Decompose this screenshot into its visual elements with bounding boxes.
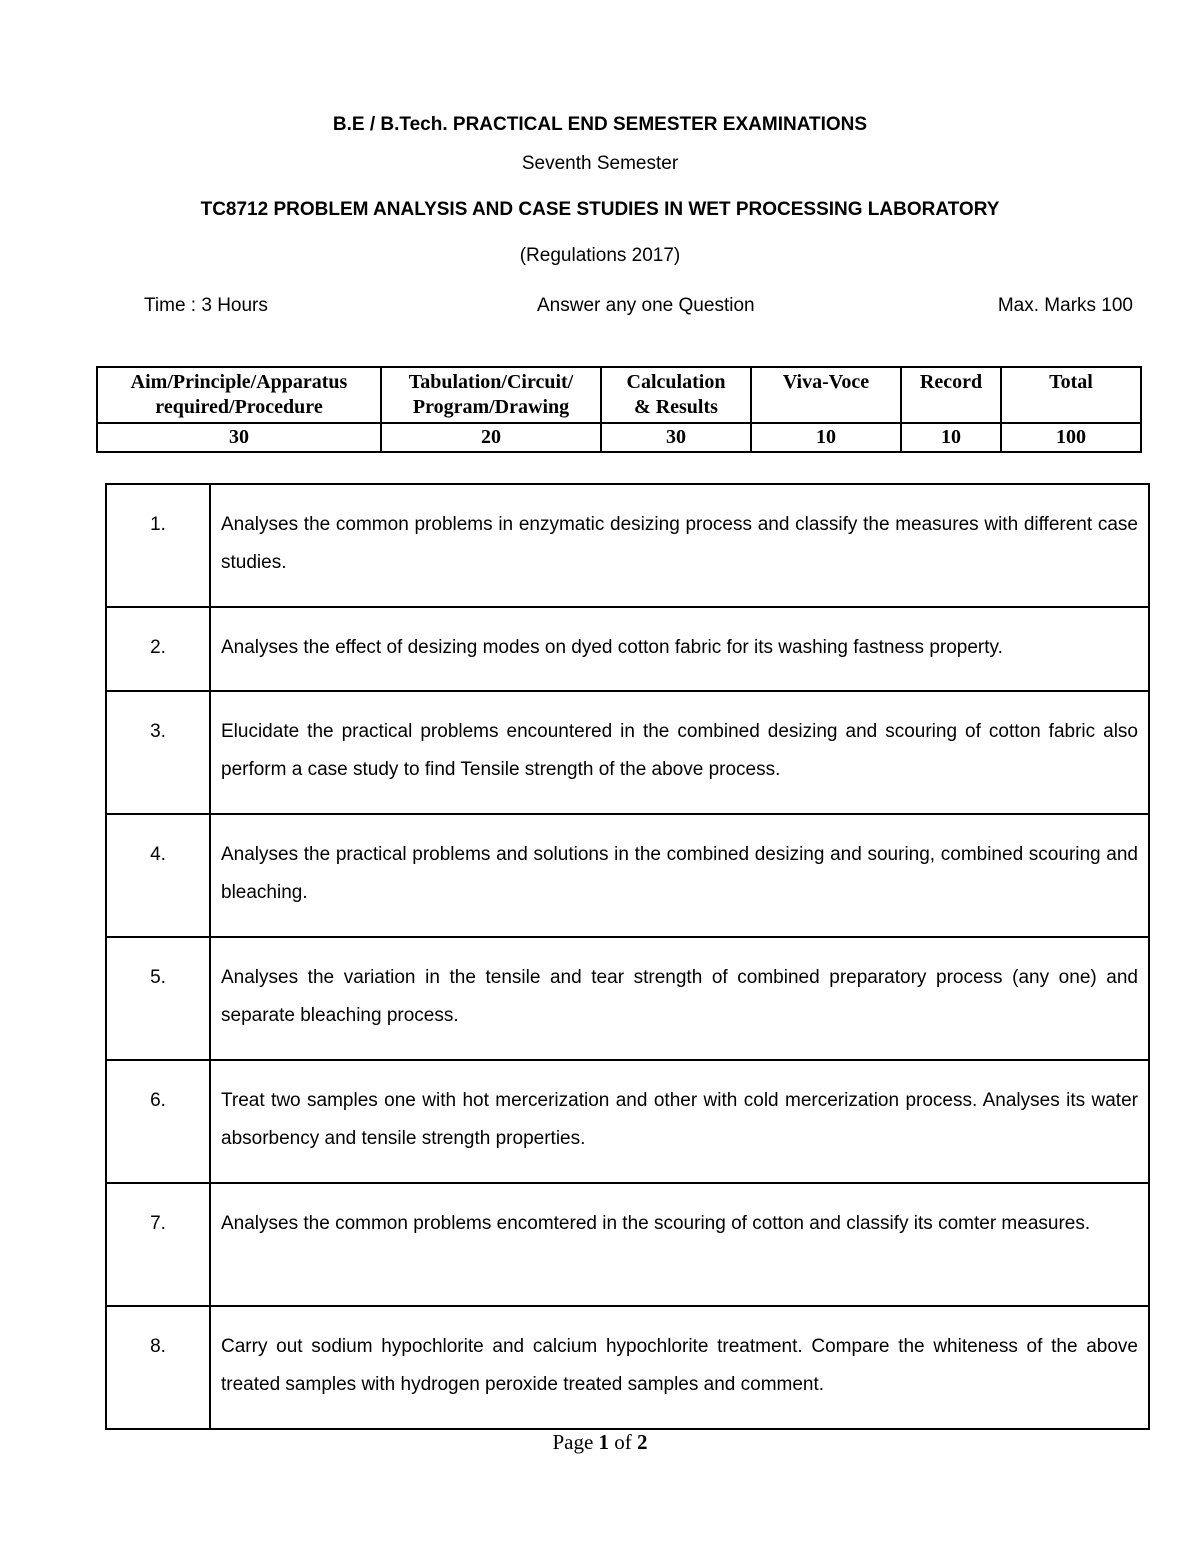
- page-current: 1: [598, 1430, 610, 1454]
- page-total: 2: [637, 1430, 648, 1454]
- marks-header-cell: [901, 367, 1001, 423]
- marks-header-cell: [381, 367, 601, 423]
- marks-header-cell: [751, 367, 901, 423]
- marks-header-cell: [601, 367, 751, 423]
- marks-header-line: Record: [919, 371, 983, 393]
- marks-value-cell: 10: [751, 423, 901, 452]
- question-number: 8.: [106, 1306, 210, 1429]
- marks-header-line: & Results: [634, 396, 718, 418]
- marks-header-line: Program/Drawing: [412, 396, 570, 418]
- instruction-label: Answer any one Question: [537, 295, 755, 316]
- marks-header-cell: [1001, 367, 1141, 423]
- question-row: [106, 1306, 1149, 1429]
- marks-distribution-table: [96, 366, 1142, 453]
- marks-values-row: [97, 423, 1141, 452]
- question-text: Analyses the common problems in enzymatic desizing process and classify the measures with different case studies.: [210, 484, 1149, 607]
- question-row: [106, 607, 1149, 691]
- question-text: Analyses the practical problems and solutions in the combined desizing and souring, combined scouring and bleaching.: [210, 814, 1149, 937]
- marks-header-line: required/Procedure: [155, 396, 323, 418]
- question-number: 5.: [106, 937, 210, 1060]
- question-text: Analyses the effect of desizing modes on dyed cotton fabric for its washing fastness property.: [210, 607, 1149, 691]
- question-number: 4.: [106, 814, 210, 937]
- question-text: Treat two samples one with hot mercerization and other with cold mercerization process. Analyses its water absorbency and tensile strength properties.: [210, 1060, 1149, 1183]
- page-word: Page: [552, 1430, 594, 1454]
- marks-header-line: Viva-Voce: [782, 371, 870, 393]
- question-row: [106, 1060, 1149, 1183]
- page-of: of: [614, 1430, 632, 1454]
- page-number: [0, 1430, 1200, 1455]
- semester-label: Seventh Semester: [521, 153, 679, 174]
- marks-header-row: [97, 367, 1141, 423]
- exam-title: B.E / B.Tech. PRACTICAL END SEMESTER EXAMINATIONS: [332, 114, 868, 135]
- question-row: [106, 691, 1149, 814]
- question-row: [106, 484, 1149, 607]
- question-text: Elucidate the practical problems encountered in the combined desizing and scouring of cotton fabric also perform a case study to find Tensile strength of the above process.: [210, 691, 1149, 814]
- course-title: TC8712 PROBLEM ANALYSIS AND CASE STUDIES IN WET PROCESSING LABORATORY: [200, 199, 1000, 220]
- regulations-label: (Regulations 2017): [519, 245, 681, 266]
- marks-header-line: Calculation: [626, 371, 726, 393]
- marks-value-cell: 10: [901, 423, 1001, 452]
- marks-value-cell: 20: [381, 423, 601, 452]
- question-number: 2.: [106, 607, 210, 691]
- marks-header-line: Aim/Principle/Apparatus: [130, 371, 348, 393]
- marks-header-cell: [97, 367, 381, 423]
- time-label: Time : 3 Hours: [144, 295, 268, 316]
- question-number: 6.: [106, 1060, 210, 1183]
- question-row: [106, 937, 1149, 1060]
- max-marks-label: Max. Marks 100: [997, 295, 1133, 316]
- question-row: [106, 814, 1149, 937]
- questions-table: [105, 483, 1150, 1430]
- question-number: 3.: [106, 691, 210, 814]
- question-text: Carry out sodium hypochlorite and calcium hypochlorite treatment. Compare the whiteness of the above treated samples with hydrogen peroxide treated samples and comment.: [210, 1306, 1149, 1429]
- question-number: 7.: [106, 1183, 210, 1306]
- marks-value-cell: 30: [97, 423, 381, 452]
- marks-header-line: Tabulation/Circuit/: [408, 371, 574, 393]
- question-text: Analyses the variation in the tensile and tear strength of combined preparatory process (any one) and separate bleaching process.: [210, 937, 1149, 1060]
- marks-header-line: Total: [1049, 371, 1093, 393]
- question-number: 1.: [106, 484, 210, 607]
- marks-value-cell: 30: [601, 423, 751, 452]
- marks-value-cell: 100: [1001, 423, 1141, 452]
- question-text: Analyses the common problems encomtered in the scouring of cotton and classify its comter measures.: [210, 1183, 1149, 1306]
- question-row: [106, 1183, 1149, 1306]
